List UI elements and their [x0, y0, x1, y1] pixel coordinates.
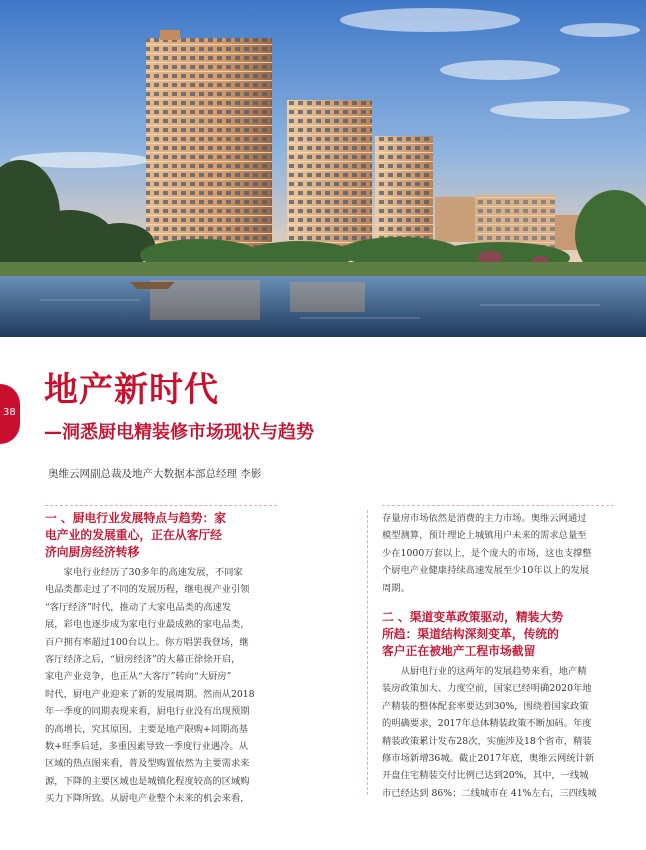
- page-number: 38: [3, 407, 16, 418]
- body-line: 区域的热点图来看，普及型购置依然为主要需求来: [45, 758, 250, 770]
- body-line: 精装政策累计发布28次，实施涉及18个省市，精装: [382, 735, 592, 747]
- body-line: 源，下降的主要区域也是城镇化程度较高的区域购: [45, 775, 250, 787]
- right-column-rule: [382, 505, 614, 506]
- left-column-rule: [45, 505, 277, 506]
- body-line: 模型测算，预计理论上城镇用户未来的需求总量至: [382, 530, 587, 542]
- section2-heading-line: 所趋：渠道结构深刻变革，传统的: [382, 627, 559, 642]
- body-line: “客厅经济”时代，推动了大家电品类的高速发: [45, 601, 232, 613]
- body-line: 的明确要求，2017年总体精装政策不断加码。年度: [382, 718, 592, 730]
- body-line: 展，彩电也逐步成为家电行业最成熟的家电品类，: [45, 619, 250, 631]
- body-line: 买力下降所致。从厨电产业整个未来的机会来看，: [45, 793, 250, 805]
- body-line: 周期。: [382, 582, 410, 594]
- residential-towers-illustration: [0, 0, 646, 337]
- body-line: 年一季度的同期表现来看，厨电行业没有出现预期: [45, 706, 250, 718]
- section2-body: [382, 663, 612, 802]
- right-column: [382, 510, 612, 802]
- body-line: 市已经达到 86%；二线城市在 41%左右，三四线城: [382, 787, 597, 799]
- body-line: 开盘住宅精装交付比例已达到20%，其中，一线城: [382, 770, 589, 782]
- left-column: [45, 510, 275, 808]
- body-line: 个厨电产业健康持续高速发展至少10年以上的发展: [382, 565, 590, 577]
- section1-heading-line: 电产业的发展重心，正在从客厅经: [45, 528, 222, 542]
- body-line: 修市场新增36城。截止2017年底，奥维云网统计新: [382, 753, 595, 765]
- body-line: 产精装的整体配套率要达到30%，围绕着国家政策: [382, 700, 589, 712]
- article-author: 奥维云网副总裁及地产大数据本部总经理 李影: [48, 468, 262, 480]
- body-line: 电品类都走过了不同的发展历程，继电视产业引领: [45, 584, 250, 596]
- article-subtitle: —洞悉厨电精装修市场现状与趋势: [44, 422, 314, 443]
- body-line: 存量房市场依然是消费的主力市场。奥维云网通过: [382, 513, 587, 524]
- body-line: 装房政策加大、力度空前，国家已经明确2020年地: [382, 683, 592, 695]
- section1-heading-line: 一 、厨电行业发展特点与趋势：家: [45, 511, 227, 525]
- section2-heading-line: 二 、渠道变革政策驱动，精装大势: [382, 610, 564, 625]
- body-line: 家电产业竞争，也正从“大客厅”转向“大厨房”: [45, 671, 232, 683]
- column-divider: [367, 510, 368, 795]
- section1-heading-line: 济向厨房经济转移: [45, 545, 140, 559]
- section1-body: [45, 564, 275, 808]
- body-line: 时代，厨电产业迎来了新的发展周期。然而从2018: [45, 688, 255, 700]
- body-line: 从厨电行业的这两年的发展趋势来看，地产精: [382, 666, 587, 678]
- body-line: 的高增长，究其原因，主要是地产限购+同期高基: [45, 723, 249, 735]
- hero-image: [0, 0, 646, 337]
- section1-heading: [45, 510, 275, 561]
- section2-heading: [382, 609, 612, 660]
- body-line: 百户拥有率超过100台以上。你方唱罢我登场，继: [45, 636, 249, 648]
- section2-heading-line: 客户正在被地产工程市场截留: [382, 644, 536, 659]
- body-line: 少在1000万套以上，是个庞大的市场，这也支撑整: [382, 547, 592, 559]
- right-intro-paragraph: [382, 510, 612, 597]
- body-line: 客厅经济之后，“厨房经济”的大幕正徐徐开启，: [45, 654, 241, 666]
- body-line: 家电行业经历了30多年的高速发展，不同家: [45, 567, 243, 578]
- article-title: 地产新时代: [44, 370, 219, 410]
- body-line: 数+旺季后延，多重因素导致一季度行业遇冷。从: [45, 741, 249, 753]
